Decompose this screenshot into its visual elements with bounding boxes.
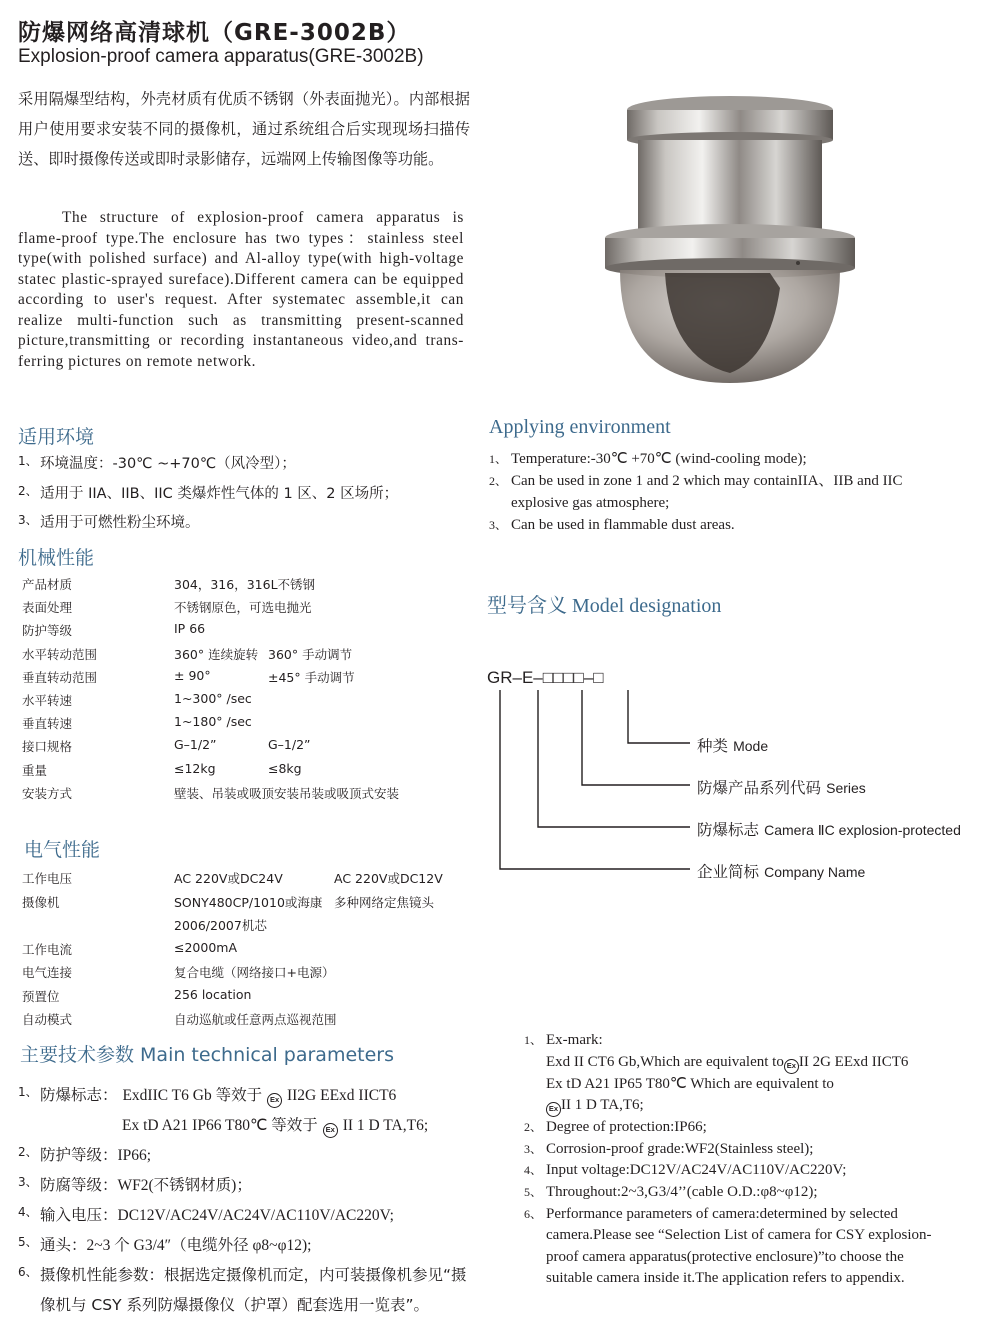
spec-label: 接口规格 — [22, 739, 73, 755]
spec-value: ± 90° — [174, 667, 211, 683]
model-heading: 型号含义 Model designation — [487, 595, 722, 617]
spec-label: 垂直转动范围 — [22, 669, 98, 685]
param-en-item: 2、 Degree of protection:IP66; — [524, 1119, 707, 1136]
model-label-mode: 种类 Mode — [697, 737, 769, 755]
mech-heading: 机械性能 — [18, 547, 95, 569]
spec-value: 360° 连续旋转 — [174, 646, 259, 662]
spec-row — [22, 916, 462, 934]
model-label-company: 企业简标 Company Name — [697, 863, 866, 881]
spec-value: IP 66 — [174, 621, 206, 637]
param-en-item: 5、 Throughout:2~3,G3/4’’(cable O.D.:φ8~φ12); — [524, 1183, 818, 1200]
elec-heading: 电气性能 — [24, 839, 101, 861]
env-list-en — [489, 448, 939, 536]
env-item-en: 3、 Can be used in flammable dust areas. — [489, 517, 735, 533]
param-cn-exmark-line2: Ex tD A21 IP66 T80℃ 等效于 Ex II 1 D TA,T6; — [122, 1113, 428, 1138]
spec-value: 304，316，316L不锈钢 — [174, 577, 316, 592]
spec-label: 水平转速 — [22, 693, 73, 708]
param-cn-gland: 5、 通头：2~3 个 G3/4″（电缆外径 φ8~φ12); — [18, 1235, 312, 1254]
param-en-exmark: 1、 Ex-mark: Exd II CT6 Gb,Which are equivalent to Ex II 2G EExd IICT6 Ex tD A21 IP65 T80℃ Which are equivalent to Ex II 1 D TA,T6; — [524, 1030, 944, 1117]
spec-row — [22, 668, 462, 686]
spec-value: 1~300° /sec — [174, 691, 252, 706]
param-cn-ip: 2、 防护等级：IP66; — [18, 1145, 152, 1164]
ex-mark-icon: Ex — [323, 1123, 338, 1138]
params-en-list — [524, 1030, 944, 1290]
model-label-series: 防爆产品系列代码 Series — [697, 779, 866, 797]
spec-row — [22, 575, 462, 593]
env-item-cn: 3、 适用于可燃性粉尘环境。 — [18, 513, 200, 531]
spec-row — [22, 893, 462, 911]
spec-label: 摄像机 — [22, 894, 60, 910]
param-en-item: 6、 Performance parameters of camera:determined by selected camera.Please see “Selection List of camera for CSY explosion-proof camera apparatus(protective enclosure)”to choose the suitable camera inside it.The application refers to appendix. — [524, 1205, 932, 1287]
model-code: GR–E–□□□□–□ — [487, 668, 604, 687]
spec-row — [22, 691, 462, 709]
spec-value: ±45° 手动调节 — [268, 669, 355, 685]
spec-row — [22, 869, 462, 887]
page-subtitle: Explosion-proof camera apparatus(GRE-3002B) — [18, 46, 424, 67]
intro-en: The structure of explosion-proof camera apparatus is flame-proof type.The enclosure has two types：stainless steel type(with polished surface) and Al-alloy type(with high-voltage statec plastic-sprayed sureface).Different camera can be equipped according to user's request. After systematec assemble,it can realize multi-function such as transmitting present-scanned picture,transmitting or recording instantaneous video,and trans-ferring pictures on remote network. — [18, 209, 464, 370]
env-item-en: 1、 Temperature:-30℃ +70℃ (wind-cooling mode); — [489, 451, 807, 467]
spec-label: 工作电流 — [22, 941, 73, 957]
spec-label: 垂直转速 — [22, 716, 73, 732]
spec-value: 不锈钢原色，可选电抛光 — [174, 600, 312, 616]
param-cn-camera: 6、 摄像机性能参数：根据选定摄像机而定，内可装摄像机参见“摄 — [18, 1265, 467, 1284]
spec-row — [22, 963, 462, 981]
spec-label: 表面处理 — [22, 600, 73, 616]
spec-label: 水平转动范围 — [22, 646, 98, 662]
spec-label: 产品材质 — [22, 577, 73, 592]
spec-row — [22, 940, 462, 958]
spec-value: 自动巡航或任意两点巡视范围 — [174, 1012, 337, 1027]
param-cn-camera-line2: 像机与 CSY 系列防爆摄像仪（护罩）配套选用一览表”。 — [40, 1296, 430, 1314]
spec-value: 壁装、吊装或吸顶安装吊装或吸顶式安装 — [174, 785, 400, 801]
camera-product-image — [590, 88, 870, 388]
param-cn-wf: 3、 防腐等级：WF2(不锈钢材质)； — [18, 1175, 252, 1194]
spec-value: 复合电缆（网络接口+电源） — [174, 965, 335, 980]
spec-row — [22, 645, 462, 663]
spec-value: AC 220V或DC24V — [174, 871, 283, 886]
spec-value: 256 location — [174, 986, 252, 1002]
env-heading-cn: 适用环境 — [18, 426, 95, 448]
spec-row — [22, 714, 462, 732]
spec-value: 360° 手动调节 — [268, 646, 353, 662]
params-heading: 主要技术参数 Main technical parameters — [20, 1044, 394, 1066]
spec-label: 预置位 — [22, 988, 60, 1004]
spec-value: AC 220V或DC12V — [334, 871, 443, 886]
spec-value: 多种网络定焦镜头 — [334, 894, 435, 910]
spec-row — [22, 784, 462, 802]
spec-row — [22, 621, 462, 639]
param-en-item: 4、 Input voltage:DC12V/AC24V/AC110V/AC220V; — [524, 1162, 847, 1179]
ex-mark-icon: Ex — [784, 1059, 799, 1074]
spec-label: 自动模式 — [22, 1012, 73, 1027]
ex-mark-icon: Ex — [546, 1102, 561, 1117]
spec-row — [22, 761, 462, 779]
spec-label: 电气连接 — [22, 965, 73, 980]
spec-value: 1~180° /sec — [174, 714, 252, 730]
spec-label: 防护等级 — [22, 623, 73, 639]
spec-value: ≤8kg — [268, 760, 302, 776]
ex-mark-icon: Ex — [267, 1093, 282, 1108]
spec-value: ≤12kg — [174, 760, 216, 776]
param-en-item: 3、 Corrosion-proof grade:WF2(Stainless steel); — [524, 1140, 814, 1157]
spec-label: 工作电压 — [22, 871, 73, 886]
env-item-cn: 1、 环境温度：-30℃ ~+70℃（风冷型）； — [18, 454, 296, 472]
env-item-cn: 2、 适用于 IIA、IIB、IIC 类爆炸性气体的 1 区、2 区场所； — [18, 484, 399, 502]
model-tree-lines — [490, 688, 690, 878]
spec-value: 2006/2007机芯 — [174, 918, 267, 933]
spec-row — [22, 598, 462, 616]
spec-row — [22, 737, 462, 755]
spec-value: SONY480CP/1010或海康 — [174, 894, 323, 910]
spec-row — [22, 987, 462, 1005]
model-label-exmark: 防爆标志 Camera ⅡC explosion-protected — [697, 821, 961, 839]
page-title: 防爆网络高清球机（GRE-3002B） — [18, 20, 411, 46]
spec-value: G–1/2” — [268, 737, 311, 753]
spec-label: 安装方式 — [22, 785, 73, 801]
spec-value: ≤2000mA — [174, 939, 238, 955]
param-cn-voltage: 4、 输入电压：DC12V/AC24V/AC24V/AC110V/AC220V; — [18, 1205, 394, 1224]
spec-row — [22, 1010, 462, 1028]
intro-cn: 采用隔爆型结构，外壳材质有优质不锈钢（外表面抛光）。内部根据用户使用要求安装不同的摄像机，通过系统组合后实现现场扫描传送、即时摄像传送或即时录影储存，远端网上传输图像等功能。 — [18, 90, 470, 168]
env-item-en: 2、 Can be used in zone 1 and 2 which may containIIA、IIB and IIC explosive gas atmosphere; — [489, 473, 903, 511]
env-heading-en: Applying environment — [489, 416, 671, 438]
spec-label: 重量 — [22, 762, 48, 778]
param-cn-exmark: 1、 防爆标志： ExdIIC T6 Gb 等效于 Ex II2G EExd IICT6 — [18, 1083, 396, 1108]
spec-value: G–1/2” — [174, 737, 217, 753]
